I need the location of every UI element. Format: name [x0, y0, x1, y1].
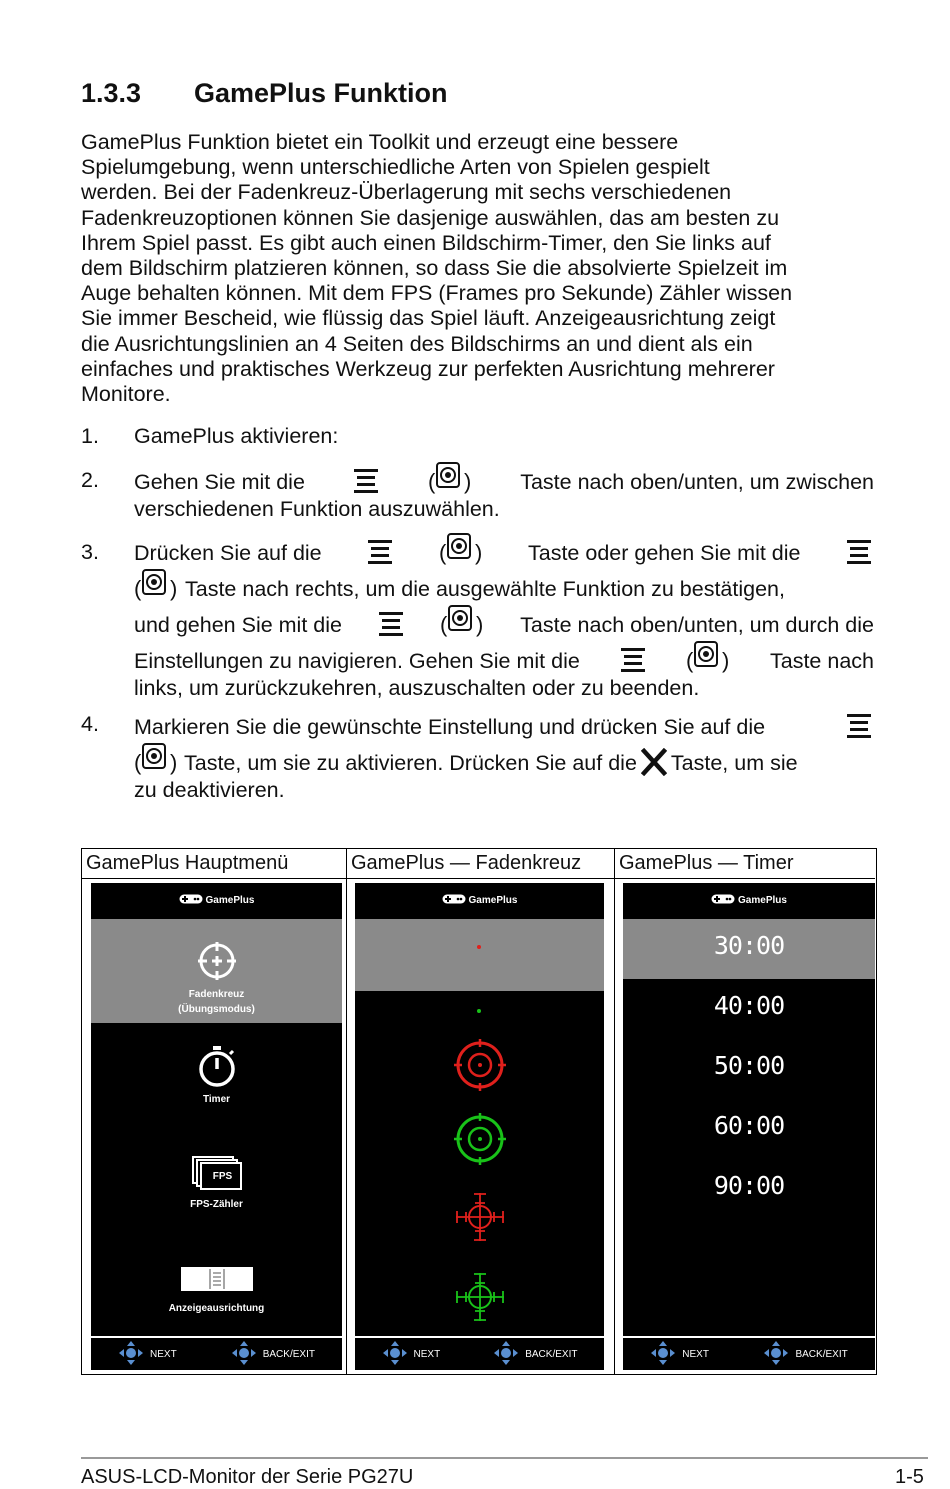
timer-option[interactable]: 30:00 [713, 931, 785, 960]
svg-text:): ) [463, 469, 472, 494]
svg-text:): ) [170, 576, 178, 601]
joystick-button-icon [439, 532, 485, 566]
svg-text:): ) [474, 540, 482, 565]
menu-item-label: Timer [202, 1094, 231, 1105]
screen-title-bar [355, 883, 604, 917]
svg-text:(: ( [134, 750, 142, 775]
green-dot-crosshair[interactable] [477, 1009, 481, 1013]
step-text: Drücken Sie auf die [134, 541, 322, 565]
svg-text:): ) [170, 750, 178, 775]
main-menu-column [82, 849, 347, 1374]
step-1 [81, 424, 874, 449]
menu-icon [351, 465, 381, 495]
screen-title: GamePlus [205, 894, 255, 906]
step-text: verschiedenen Funktion auszuwählen. [134, 497, 500, 521]
back-exit-hint [231, 1340, 315, 1369]
green-ring-crosshair[interactable] [355, 1112, 604, 1171]
selected-item-highlight [355, 919, 604, 991]
crosshair-column [347, 849, 615, 1374]
menu-icon [365, 536, 395, 566]
red-dot-crosshair[interactable] [477, 945, 481, 949]
back-exit-label: BACK/EXIT [795, 1348, 848, 1360]
gamepad-icon [179, 894, 203, 907]
step-text: Taste, um sie zu aktivieren. Drücken Sie auf die [184, 751, 637, 775]
intro-line: GamePlus Funktion bietet ein Toolkit und erzeugt eine bessere [81, 130, 679, 154]
intro-line: Monitore. [81, 382, 171, 407]
next-label: NEXT [413, 1348, 441, 1360]
step-text: Taste nach oben/unten, um zwischen [520, 470, 874, 494]
intro-line: die Ausrichtungslinien an 4 Seiten des Bildschirms an und dient als ein [81, 331, 753, 356]
joystick-dpad-icon [493, 1340, 519, 1369]
section-title: GamePlus Funktion [194, 78, 448, 108]
main-menu-screen [91, 883, 342, 1370]
joystick-dpad-icon [650, 1340, 676, 1369]
step-text: GamePlus aktivieren: [134, 424, 339, 448]
step-number: 2. [81, 468, 99, 492]
intro-line: Auge behalten können. Mit dem FPS (Frames pro Sekunde) Zähler wissen [81, 281, 793, 306]
back-exit-hint [493, 1340, 577, 1369]
svg-text:(: ( [427, 469, 436, 494]
timer-option[interactable]: 90:00 [713, 1171, 785, 1200]
joystick-dpad-icon [231, 1340, 257, 1369]
step-number: 3. [81, 540, 99, 564]
svg-text:(: ( [134, 576, 142, 601]
back-exit-hint [763, 1340, 847, 1369]
back-exit-label: BACK/EXIT [525, 1348, 578, 1360]
step-text: Taste, um sie [670, 751, 798, 775]
timer-menu-icon[interactable] [91, 1045, 342, 1092]
display-alignment-icon[interactable] [91, 1265, 342, 1300]
timer-option[interactable]: 60:00 [713, 1111, 785, 1140]
crosshair-screen [355, 883, 604, 1370]
close-icon [641, 748, 667, 776]
step-text: Einstellungen zu navigieren. Gehen Sie mit die [134, 649, 580, 673]
intro-line: Ihrem Spiel passt. Es gibt auch einen Bildschirm-Timer, den Sie links auf [81, 230, 771, 255]
intro-line: einfaches und praktisches Werkzeug zur perfekten Ausrichtung mehrerer [81, 356, 775, 381]
step-text: links, um zurückzukehren, auszuschalten oder zu beenden. [134, 676, 700, 700]
navigation-bar [91, 1336, 342, 1370]
column-title: GamePlus — Timer [615, 849, 875, 879]
column-title: GamePlus — Fadenkreuz [347, 849, 614, 879]
step-text: Gehen Sie mit die [134, 470, 305, 494]
timer-option[interactable]: 50:00 [713, 1051, 785, 1080]
back-exit-label: BACK/EXIT [262, 1348, 315, 1360]
step-text: Markieren Sie die gewünschte Einstellung und drücken Sie auf die [134, 715, 766, 739]
next-hint [118, 1340, 177, 1369]
svg-text:(: ( [438, 540, 446, 565]
menu-item-label: FPS-Zähler [190, 1199, 243, 1210]
joystick-button-icon [134, 742, 180, 776]
intro-line: dem Bildschirm platzieren können, so dass Sie die absolvierte Spielzeit im [81, 256, 788, 281]
screen-title: GamePlus [468, 894, 518, 906]
step-2 [81, 460, 874, 522]
red-ring-crosshair[interactable] [355, 1038, 604, 1097]
step-text: Taste oder gehen Sie mit die [528, 541, 801, 565]
timer-option[interactable]: 40:00 [713, 991, 785, 1020]
joystick-button-icon [134, 568, 180, 602]
menu-icon [376, 608, 406, 638]
menu-icon [618, 644, 648, 674]
step-text: Taste nach rechts, um die ausgewählte Funktion zu bestätigen, [185, 577, 785, 601]
screen-title: GamePlus [738, 894, 787, 906]
next-label: NEXT [150, 1348, 177, 1360]
step-text: und gehen Sie mit die [134, 613, 342, 637]
intro-line: Sie immer Bescheid, wie flüssig das Spiel läuft. Anzeigeausrichtung zeigt [81, 306, 776, 331]
gamepad-icon [442, 894, 466, 907]
step-text: Taste nach oben/unten, um durch die [520, 613, 874, 637]
intro-line: werden. Bei der Fadenkreuz-Überlagerung mit sechs verschiedenen [81, 180, 732, 205]
svg-text:): ) [476, 612, 484, 637]
step-number: 4. [81, 712, 99, 736]
section-heading [81, 78, 448, 109]
svg-text:(: ( [440, 612, 448, 637]
intro-line: Spielumgebung, wenn unterschiedliche Arten von Spielen gespielt [81, 155, 710, 180]
crosshair-menu-icon[interactable] [91, 941, 342, 986]
next-hint [650, 1340, 709, 1369]
section-number: 1.3.3 [81, 78, 142, 108]
column-title: GamePlus Hauptmenü [82, 849, 346, 879]
screen-title-bar [623, 883, 875, 917]
step-4 [81, 704, 874, 803]
step-text: Taste nach [770, 649, 874, 673]
svg-text:): ) [721, 648, 730, 673]
timer-column [615, 849, 875, 1374]
page-number: 1-5 [895, 1466, 924, 1488]
gamepad-icon [711, 894, 735, 907]
next-label: NEXT [682, 1348, 709, 1360]
menu-item-label: Fadenkreuz [188, 989, 245, 1000]
joystick-button-icon [686, 640, 732, 674]
joystick-button-icon [440, 604, 486, 638]
joystick-dpad-icon [118, 1340, 144, 1369]
navigation-bar [355, 1336, 604, 1370]
red-cross-crosshair[interactable] [355, 1191, 604, 1248]
navigation-bar [623, 1336, 875, 1370]
menu-icon [844, 710, 874, 740]
svg-text:(: ( [685, 648, 694, 673]
next-hint [382, 1340, 441, 1369]
step-text: zu deaktivieren. [134, 778, 285, 802]
fps-icon-label: FPS [212, 1171, 233, 1182]
gameplus-figure [81, 848, 877, 1375]
joystick-button-icon [428, 461, 474, 495]
step-number: 1. [81, 424, 99, 448]
menu-icon [844, 536, 874, 566]
timer-screen [623, 883, 875, 1370]
joystick-dpad-icon [763, 1340, 789, 1369]
step-3 [81, 530, 874, 701]
intro-line: Fadenkreuzoptionen können Sie dasjenige auswählen, das am besten zu [81, 205, 780, 230]
joystick-dpad-icon [382, 1340, 408, 1369]
menu-item-label: Anzeigeausrichtung [168, 1303, 265, 1314]
footer-title: ASUS-LCD-Monitor der Serie PG27U [81, 1466, 414, 1488]
screen-title-bar [91, 883, 342, 917]
footer-divider [81, 1457, 928, 1459]
menu-item-sublabel: (Übungsmodus) [178, 1004, 255, 1015]
intro-paragraph [81, 130, 874, 407]
green-cross-crosshair[interactable] [355, 1271, 604, 1328]
